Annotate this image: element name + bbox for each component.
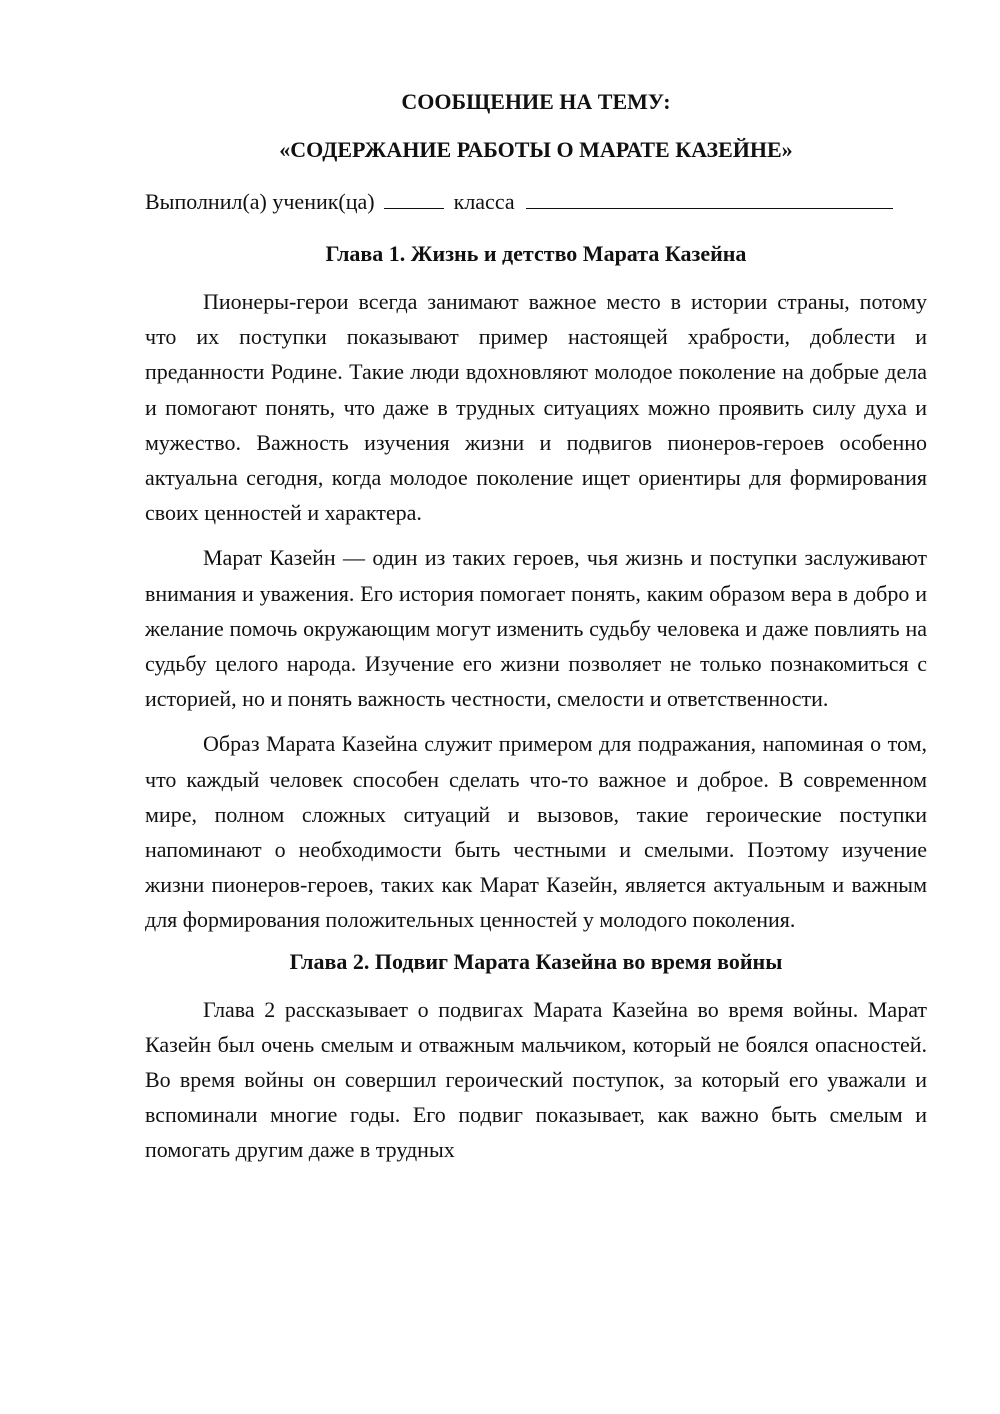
author-class-label: класса [453, 189, 515, 214]
chapter-1-paragraph: Марат Казейн — один из таких героев, чья жизнь и поступки заслуживают внимания и уважения. Его история помогает понять, каким образом вера в добро и желание помочь окружающим могут изменить судьбу человека и даже повлиять на судьбу целого народа. Изучение его жизни позволяет не только познакомиться с историей, но и понять важность честности, смелости и ответственности. [145, 545, 927, 712]
chapter-1-title: Глава 1. Жизнь и детство Марата Казейна [325, 241, 747, 266]
chapter-1-paragraph: Пионеры-герои всегда занимают важное место в истории страны, потому что их поступки показывают пример настоящей храбрости, доблести и преданности Родине. Такие люди вдохновляют молодое поколение на добрые дела и помогают понять, что даже в трудных ситуациях можно проявить силу духа и мужество. Важность изучения жизни и подвигов пионеров-героев особенно актуальна сегодня, когда молодое поколение ищет ориентиры для формирования своих ценностей и характера. [145, 289, 927, 526]
class-number-blank [384, 188, 444, 209]
author-prefix: Выполнил(а) ученик(ца) [145, 189, 375, 214]
document-title-line1: СООБЩЕНИЕ НА ТЕМУ: [401, 89, 671, 114]
chapter-2-paragraph: Глава 2 рассказывает о подвигах Марата Казейна во время войны. Марат Казейн был очень смелым и отважным мальчиком, который не боялся опасностей. Во время войны он совершил героический поступок, за который его уважали и вспоминали многие годы. Его подвиг показывает, как важно быть смелым и помогать другим даже в трудных [145, 996, 927, 1163]
author-line [145, 188, 927, 216]
student-name-blank [526, 188, 893, 209]
chapter-2-title: Глава 2. Подвиг Марата Казейна во время войны [289, 948, 783, 974]
chapter-1-paragraph: Образ Марата Казейна служит примером для подражания, напоминая о том, что каждый человек способен сделать что-то важное и доброе. В современном мире, полном сложных ситуаций и вызовов, такие героические поступки напоминают о необходимости быть честными и смелыми. Поэтому изучение жизни пионеров-героев, таких как Марат Казейн, является актуальным и важным для формирования положительных ценностей у молодого поколения. [145, 731, 927, 933]
document-title-topic: «СОДЕРЖАНИЕ РАБОТЫ О МАРАТЕ КАЗЕЙНЕ» [279, 137, 793, 162]
